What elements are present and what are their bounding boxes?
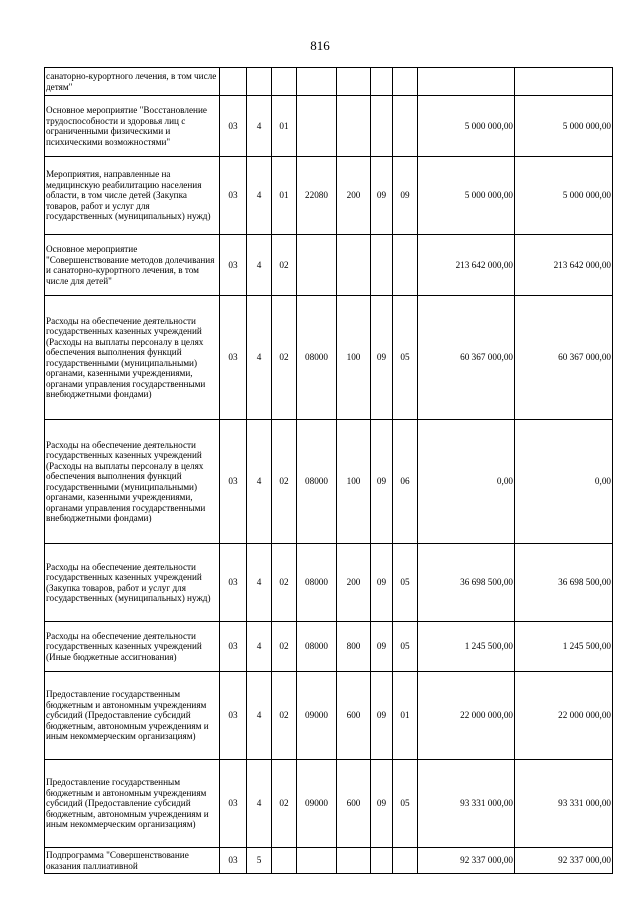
cell-code-7 [393,96,418,157]
cell-code-6 [371,68,393,96]
cell-code-1 [220,68,247,96]
cell-code-4: 08000 [297,296,337,420]
cell-code-2: 4 [247,672,272,760]
cell-code-6: 09 [371,296,393,420]
cell-code-5: 100 [337,296,371,420]
cell-code-4 [297,235,337,296]
cell-sum-2: 36 698 500,00 [515,544,613,622]
cell-code-3 [272,848,297,874]
cell-sum-2: 0,00 [515,420,613,544]
cell-code-2 [247,68,272,96]
cell-code-6: 09 [371,760,393,848]
cell-code-5 [337,848,371,874]
cell-code-4: 08000 [297,622,337,672]
table-row [45,622,613,672]
cell-code-1: 03 [220,96,247,157]
cell-code-2: 4 [247,96,272,157]
cell-sum-1: 92 337 000,00 [418,848,515,874]
cell-code-5: 800 [337,622,371,672]
cell-code-2: 4 [247,544,272,622]
cell-sum-1: 22 000 000,00 [418,672,515,760]
table-row [45,760,613,848]
cell-code-2: 4 [247,157,272,235]
page-number: 816 [310,38,330,53]
cell-code-1: 03 [220,622,247,672]
cell-code-4 [297,68,337,96]
cell-name: Расходы на обеспечение деятельности государственных казенных учреждений (Иные бюджетные ассигнования) [45,622,220,672]
cell-code-5 [337,96,371,157]
cell-code-6 [371,235,393,296]
cell-code-2: 4 [247,420,272,544]
cell-name: Основное мероприятие "Восстановление трудоспособности и здоровья лиц с ограниченными физическими и психическими возможностями" [45,96,220,157]
cell-code-7: 05 [393,622,418,672]
cell-sum-1: 5 000 000,00 [418,157,515,235]
cell-sum-1: 1 245 500,00 [418,622,515,672]
cell-code-4: 08000 [297,420,337,544]
cell-name: Основное мероприятие "Совершенствование методов долечивания и санаторно-курортного лечения, в том числе для детей" [45,235,220,296]
cell-code-6: 09 [371,420,393,544]
cell-code-7 [393,848,418,874]
budget-table [44,67,613,874]
cell-sum-1: 0,00 [418,420,515,544]
cell-code-3: 01 [272,157,297,235]
table-row [45,235,613,296]
cell-code-2: 5 [247,848,272,874]
cell-sum-2: 213 642 000,00 [515,235,613,296]
cell-code-5: 200 [337,157,371,235]
cell-code-7: 05 [393,760,418,848]
cell-code-2: 4 [247,760,272,848]
cell-code-5 [337,235,371,296]
cell-code-4: 22080 [297,157,337,235]
cell-code-2: 4 [247,296,272,420]
cell-code-3: 02 [272,296,297,420]
cell-sum-2: 92 337 000,00 [515,848,613,874]
cell-code-4: 08000 [297,544,337,622]
cell-code-1: 03 [220,157,247,235]
cell-code-6: 09 [371,544,393,622]
cell-code-6: 09 [371,622,393,672]
cell-name: Предоставление государственным бюджетным и автономным учреждениям субсидий (Предоставление субсидий бюджетным, автономным учреждениям и иным некоммерческим организациям) [45,672,220,760]
cell-code-2: 4 [247,235,272,296]
table-row [45,544,613,622]
table-row [45,672,613,760]
cell-code-1: 03 [220,544,247,622]
cell-sum-1: 5 000 000,00 [418,96,515,157]
cell-code-3: 02 [272,235,297,296]
table-row [45,96,613,157]
cell-sum-1: 93 331 000,00 [418,760,515,848]
table-row [45,68,613,96]
cell-sum-2 [515,68,613,96]
cell-code-6: 09 [371,157,393,235]
cell-code-4 [297,96,337,157]
cell-code-5: 600 [337,672,371,760]
cell-code-3: 02 [272,544,297,622]
cell-sum-2: 60 367 000,00 [515,296,613,420]
cell-name: Подпрограмма "Совершенствование оказания паллиативной [45,848,220,874]
cell-name: Расходы на обеспечение деятельности государственных казенных учреждений (Расходы на выплаты персоналу в целях обеспечения выполнения функций государственными (муниципальными) органами, казенными учреждениями, органами управления государственными внебюджетными фондами) [45,420,220,544]
table-row [45,420,613,544]
cell-code-5: 200 [337,544,371,622]
cell-code-5 [337,68,371,96]
cell-code-3: 02 [272,622,297,672]
cell-code-4: 09000 [297,672,337,760]
cell-code-4 [297,848,337,874]
cell-code-7 [393,68,418,96]
cell-code-3 [272,68,297,96]
cell-code-4: 09000 [297,760,337,848]
cell-code-3: 01 [272,96,297,157]
cell-code-1: 03 [220,848,247,874]
cell-sum-2: 22 000 000,00 [515,672,613,760]
cell-sum-2: 1 245 500,00 [515,622,613,672]
cell-code-7: 05 [393,544,418,622]
cell-sum-1: 213 642 000,00 [418,235,515,296]
cell-code-5: 100 [337,420,371,544]
cell-code-6 [371,96,393,157]
cell-code-1: 03 [220,760,247,848]
cell-name: санаторно-курортного лечения, в том числе детям" [45,68,220,96]
cell-code-6: 09 [371,672,393,760]
cell-code-7 [393,235,418,296]
cell-code-7: 09 [393,157,418,235]
table-body [45,68,613,874]
cell-code-2: 4 [247,622,272,672]
cell-code-3: 02 [272,420,297,544]
cell-code-7: 05 [393,296,418,420]
cell-code-7: 06 [393,420,418,544]
cell-code-1: 03 [220,420,247,544]
cell-sum-2: 93 331 000,00 [515,760,613,848]
cell-code-1: 03 [220,672,247,760]
cell-code-3: 02 [272,672,297,760]
cell-code-5: 600 [337,760,371,848]
cell-name: Расходы на обеспечение деятельности государственных казенных учреждений (Расходы на выплаты персоналу в целях обеспечения выполнения функций государственными (муниципальными) органами, казенными учреждениями, органами управления государственными внебюджетными фондами) [45,296,220,420]
cell-name: Расходы на обеспечение деятельности государственных казенных учреждений (Закупка товаров, работ и услуг для государственных (муниципальных) нужд) [45,544,220,622]
cell-sum-1 [418,68,515,96]
cell-code-1: 03 [220,235,247,296]
cell-name: Предоставление государственным бюджетным и автономным учреждениям субсидий (Предоставление субсидий бюджетным, автономным учреждениям и иным некоммерческим организациям) [45,760,220,848]
table-row [45,296,613,420]
table-row [45,848,613,874]
table-row [45,157,613,235]
cell-code-3: 02 [272,760,297,848]
cell-sum-1: 36 698 500,00 [418,544,515,622]
cell-code-1: 03 [220,296,247,420]
cell-code-7: 01 [393,672,418,760]
cell-name: Мероприятия, направленные на медицинскую реабилитацию населения области, в том числе детей (Закупка товаров, работ и услуг для государственных (муниципальных) нужд) [45,157,220,235]
cell-sum-2: 5 000 000,00 [515,96,613,157]
cell-sum-2: 5 000 000,00 [515,157,613,235]
cell-sum-1: 60 367 000,00 [418,296,515,420]
cell-code-6 [371,848,393,874]
